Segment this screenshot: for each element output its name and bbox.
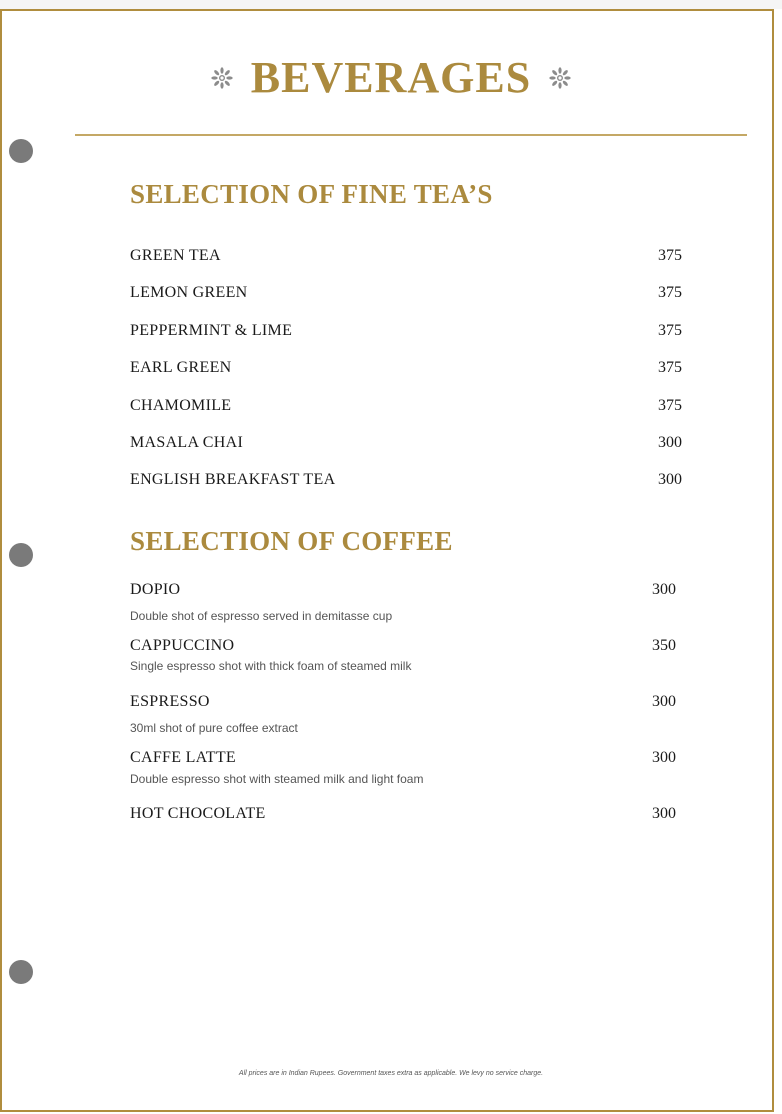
item-name: MASALA CHAI xyxy=(130,434,244,451)
item-description: Double shot of espresso served in demitasse cup xyxy=(130,609,393,623)
item-name: CAPPUCCINO xyxy=(130,637,235,654)
item-price: 375 xyxy=(658,359,682,376)
page-top-edge xyxy=(0,0,782,9)
coffee-section-title: SELECTION OF COFFEE xyxy=(130,526,453,556)
menu-item-row xyxy=(130,284,690,306)
menu-item-row xyxy=(130,693,690,715)
flower-ornament-icon xyxy=(549,67,571,89)
item-price: 300 xyxy=(652,749,676,766)
menu-item-row xyxy=(130,637,690,659)
menu-item-row xyxy=(130,434,690,456)
item-price: 300 xyxy=(658,434,682,451)
menu-header xyxy=(0,52,782,103)
item-name: GREEN TEA xyxy=(130,247,221,264)
item-price: 375 xyxy=(658,247,682,264)
item-name: CHAMOMILE xyxy=(130,397,232,414)
item-name: PEPPERMINT & LIME xyxy=(130,322,293,339)
menu-item-row xyxy=(130,805,690,827)
header-divider xyxy=(75,134,747,136)
menu-item-row xyxy=(130,581,690,603)
item-name: ENGLISH BREAKFAST TEA xyxy=(130,471,336,488)
item-price: 350 xyxy=(652,637,676,654)
item-name: DOPIO xyxy=(130,581,181,598)
flower-ornament-icon xyxy=(211,67,233,89)
item-description: 30ml shot of pure coffee extract xyxy=(130,721,298,735)
item-name: LEMON GREEN xyxy=(130,284,248,301)
menu-item-row xyxy=(130,749,690,771)
punch-hole-bottom xyxy=(9,960,33,984)
item-price: 375 xyxy=(658,397,682,414)
punch-hole-middle xyxy=(9,543,33,567)
tea-section-title: SELECTION OF FINE TEA’S xyxy=(130,179,493,209)
item-name: HOT CHOCOLATE xyxy=(130,805,266,822)
menu-page-border xyxy=(0,9,774,1112)
item-description: Double espresso shot with steamed milk and light foam xyxy=(130,772,424,786)
menu-item-row xyxy=(130,471,690,493)
menu-item-row xyxy=(130,359,690,381)
item-name: ESPRESSO xyxy=(130,693,210,710)
item-price: 300 xyxy=(658,471,682,488)
item-price: 300 xyxy=(652,693,676,710)
item-name: CAFFE LATTE xyxy=(130,749,236,766)
item-price: 300 xyxy=(652,581,676,598)
menu-item-row xyxy=(130,322,690,344)
price-disclaimer: All prices are in Indian Rupees. Government taxes extra as applicable. We levy no service charge. xyxy=(238,1070,544,1077)
menu-item-row xyxy=(130,247,690,269)
item-name: EARL GREEN xyxy=(130,359,232,376)
punch-hole-top xyxy=(9,139,33,163)
page-title: BEVERAGES xyxy=(250,53,532,102)
item-description: Single espresso shot with thick foam of steamed milk xyxy=(130,659,412,673)
item-price: 300 xyxy=(652,805,676,822)
item-price: 375 xyxy=(658,284,682,301)
menu-item-row xyxy=(130,397,690,419)
item-price: 375 xyxy=(658,322,682,339)
